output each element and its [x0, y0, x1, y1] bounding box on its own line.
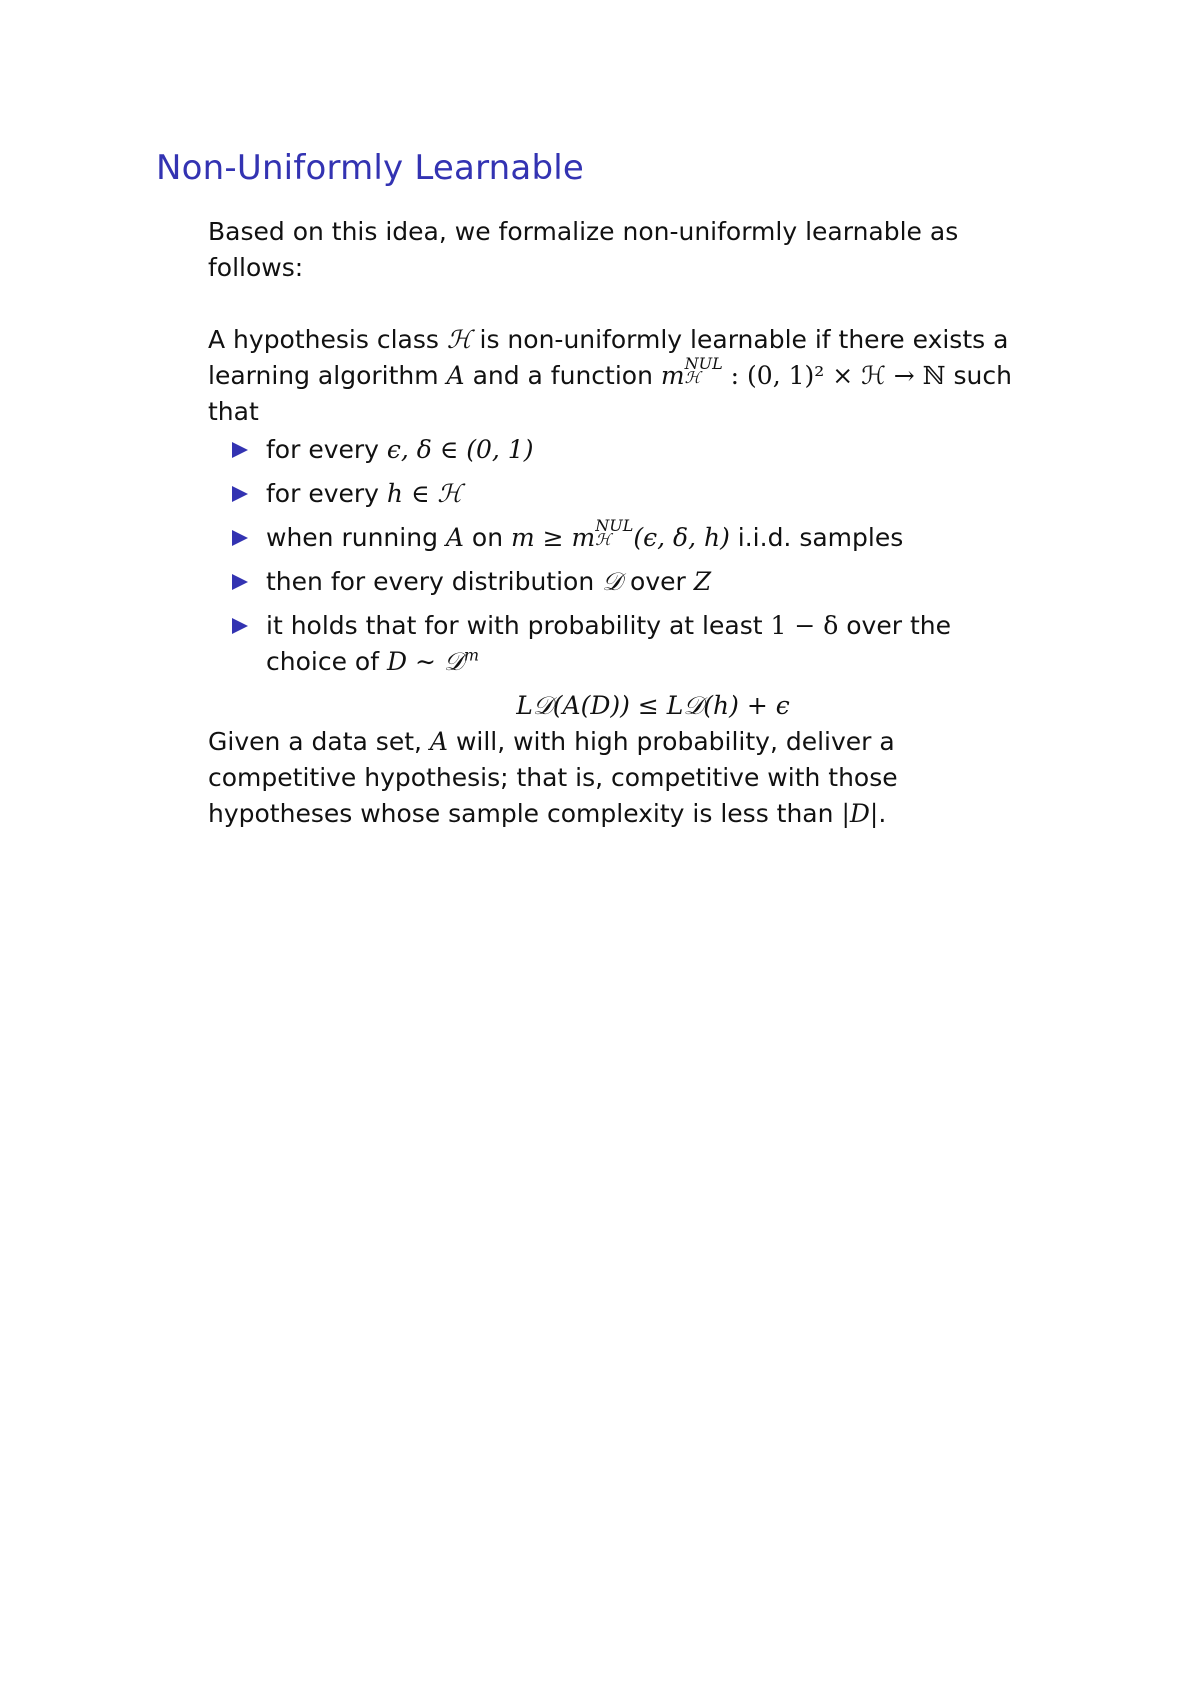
sample-complexity-scripts: NUL ℋ: [684, 354, 723, 387]
conclusion-paragraph: Given a data set, A will, with high probability, deliver a competitive hypothesis; that is, competitive with those hypotheses whose sample complexity is less than |D|.: [208, 727, 898, 828]
list-item: for every h ∈ ℋ: [208, 476, 1038, 512]
condition-list: [208, 432, 1038, 680]
list-item: when running A on m ≥ m NUL ℋ (ϵ, δ, h) i.i.d. samples: [208, 520, 1038, 556]
triangle-bullet-icon: [232, 618, 248, 634]
slide-content: [208, 214, 1038, 832]
list-item: then for every distribution 𝒟 over Z: [208, 564, 1038, 600]
triangle-bullet-icon: [232, 442, 248, 458]
triangle-bullet-icon: [232, 574, 248, 590]
algorithm-symbol: A: [446, 361, 465, 390]
definition-paragraph: A hypothesis class ℋ is non-uniformly learnable if there exists a learning algorithm A and a function m NUL ℋ : (0, 1)² × ℋ → ℕ such that: [208, 325, 1012, 426]
sample-complexity-symbol: m: [660, 361, 685, 390]
display-equation: L𝒟(A(D)) ≤ L𝒟(h) + ϵ: [516, 691, 790, 720]
list-item: for every ϵ, δ ∈ (0, 1): [208, 432, 1038, 468]
hypothesis-class-symbol: ℋ: [446, 325, 472, 354]
slide-title: Non-Uniformly Learnable: [156, 148, 584, 188]
intro-text: Based on this idea, we formalize non-uniformly learnable as follows:: [208, 217, 959, 282]
triangle-bullet-icon: [232, 486, 248, 502]
function-signature: : (0, 1)² × ℋ → ℕ: [730, 361, 946, 390]
triangle-bullet-icon: [232, 530, 248, 546]
list-item: it holds that for with probability at least 1 − δ over the choice of D ∼ 𝒟$^m$: [208, 608, 1038, 680]
